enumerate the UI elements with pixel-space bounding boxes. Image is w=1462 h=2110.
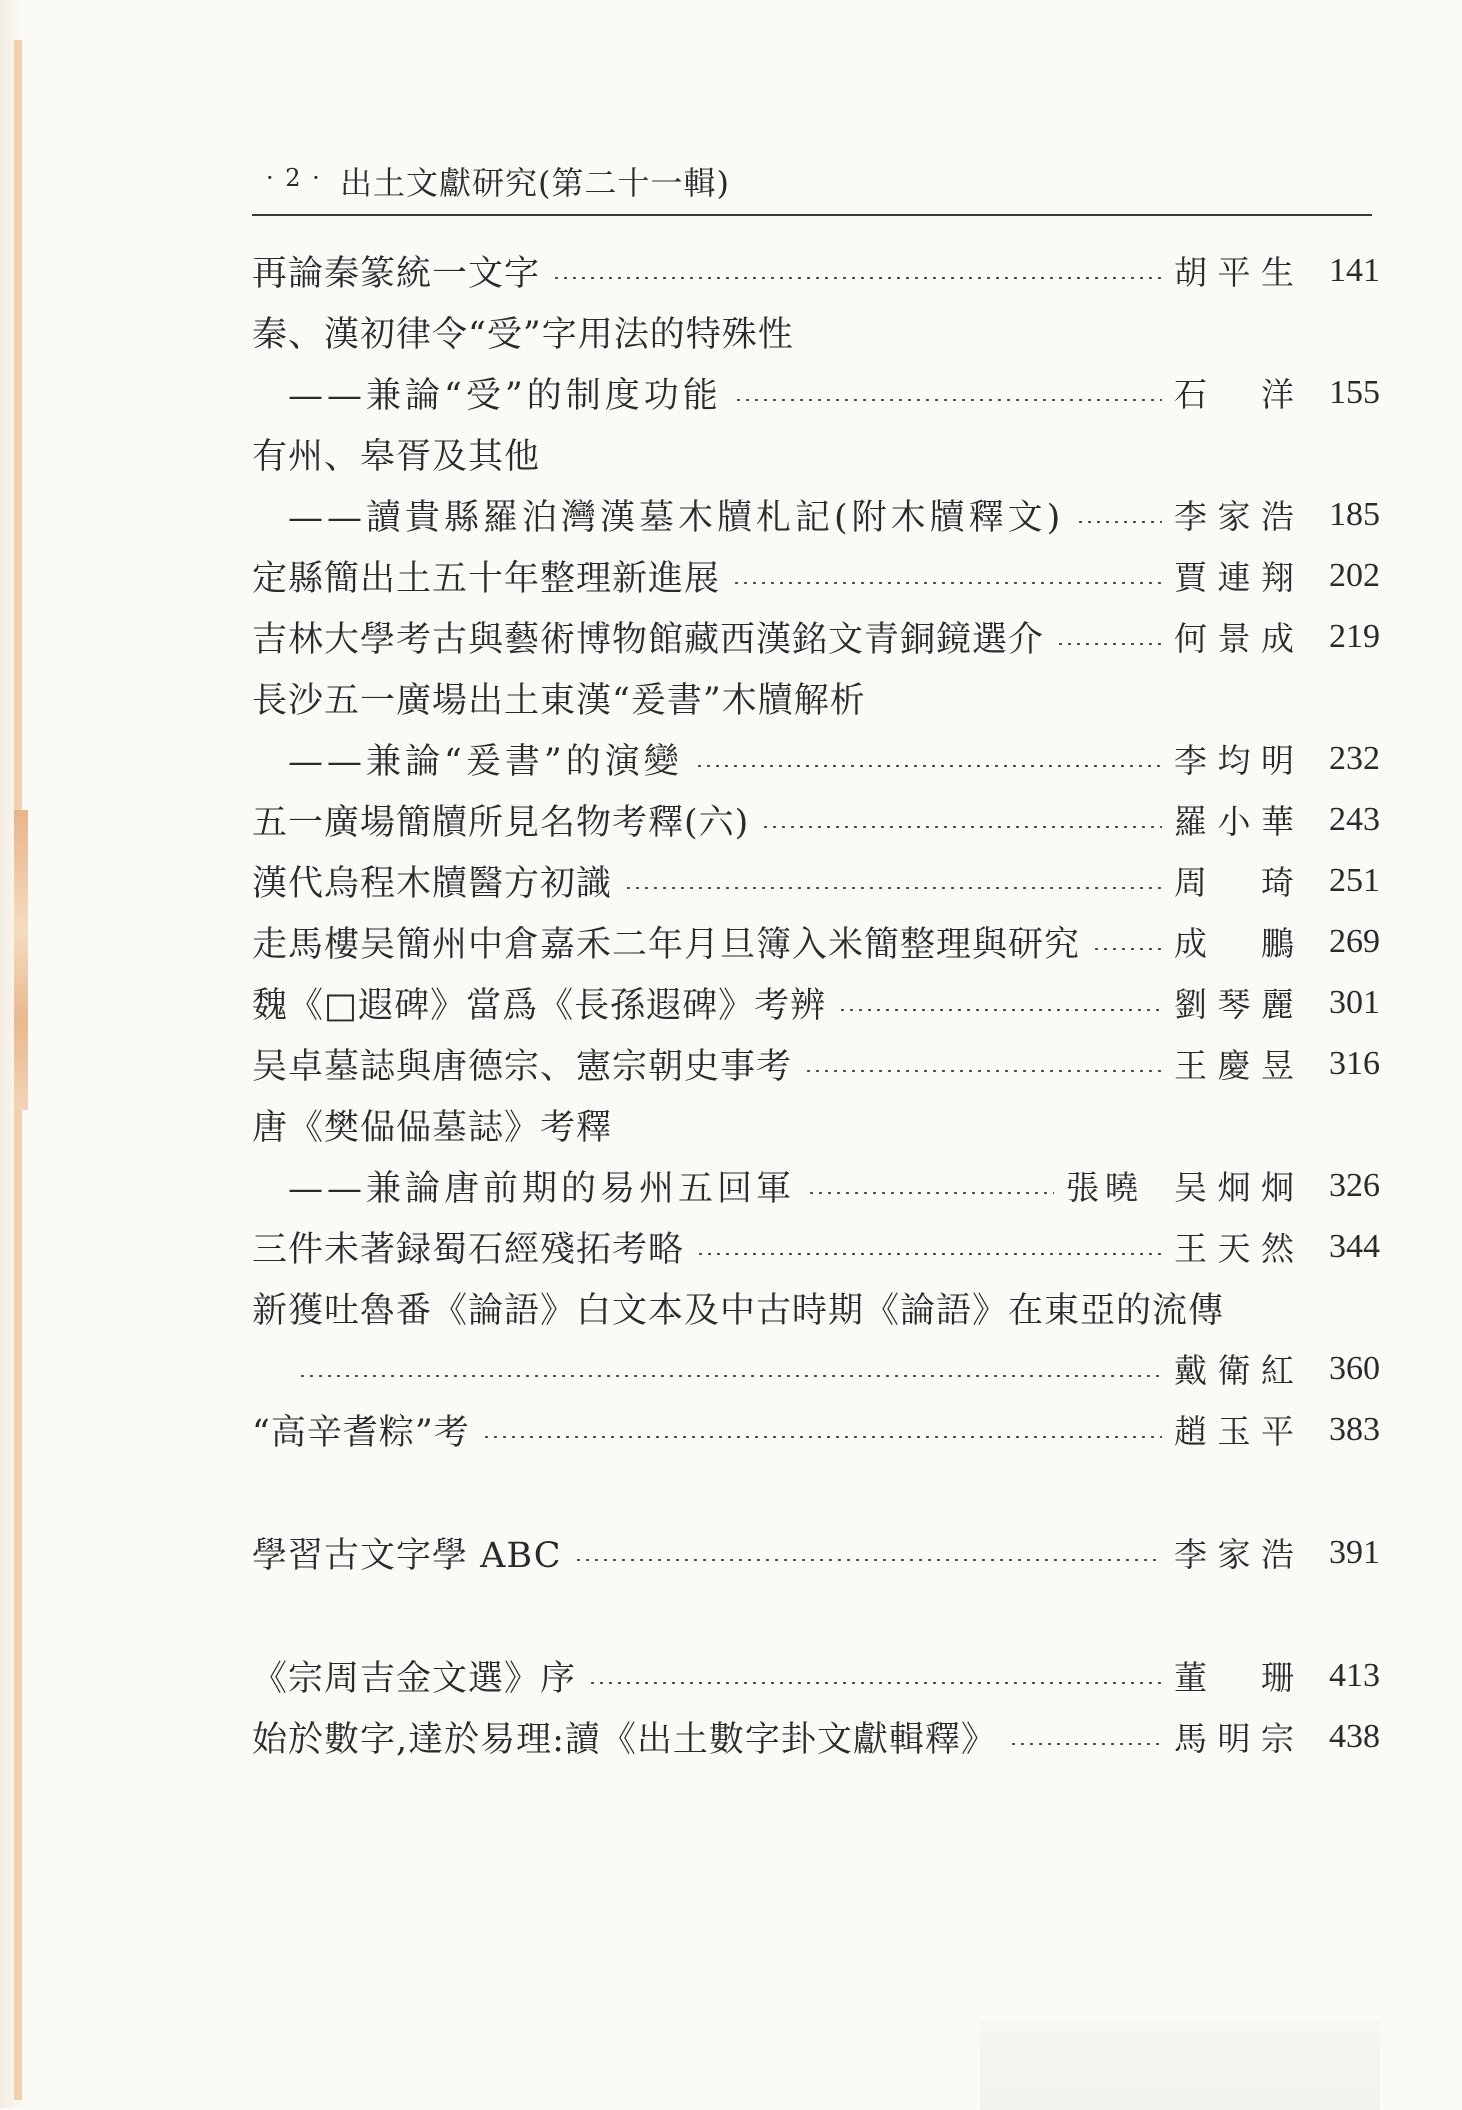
toc-dot-leader xyxy=(588,1682,1162,1684)
toc-entry-author: 趙玉平 xyxy=(1174,1412,1294,1451)
toc-entry-title: “高辛耆粽”考 xyxy=(252,1412,470,1453)
toc-entry-title: 唐《樊偘偘墓誌》考釋 xyxy=(252,1107,613,1148)
toc-entry xyxy=(252,667,1380,728)
toc-entry-title: 有州、皋胥及其他 xyxy=(252,436,541,477)
toc-entry-title: 吉林大學考古與藝術博物館藏西漢銘文青銅鏡選介 xyxy=(252,619,1045,660)
toc-entry xyxy=(252,423,1380,484)
toc-entry-author: 周 琦 xyxy=(1174,863,1294,902)
toc-entry xyxy=(252,1706,1380,1767)
toc-entry-title: 學習古文字學 ABC xyxy=(252,1535,562,1576)
header-page-number: · 2 · xyxy=(266,164,322,192)
toc-dot-leader xyxy=(1056,643,1162,645)
toc-entry-title: 長沙五一廣場出土東漢“爰書”木牘解析 xyxy=(252,680,866,721)
toc-entry-title: 始於數字,達於易理:讀《出土數字卦文獻輯釋》 xyxy=(252,1719,997,1760)
toc-entry-author: 王天然 xyxy=(1174,1229,1294,1268)
toc-entry-page: 326 xyxy=(1329,1166,1380,1204)
toc-entry-page: 413 xyxy=(1329,1656,1380,1694)
toc-entry xyxy=(252,850,1380,911)
toc-entry xyxy=(252,301,1380,362)
toc-dot-leader xyxy=(298,1375,1162,1377)
toc-dot-leader xyxy=(695,765,1162,767)
toc-entry-page: 251 xyxy=(1329,861,1380,899)
toc-entry-page: 316 xyxy=(1329,1044,1380,1082)
toc-entry xyxy=(252,240,1380,301)
toc-entry-author: 胡平生 xyxy=(1174,253,1294,292)
toc-entry-title: ——兼論“受”的制度功能 xyxy=(288,375,722,416)
toc-entry-page: 360 xyxy=(1329,1349,1380,1387)
toc-entry-page: 391 xyxy=(1329,1533,1380,1571)
toc-entry-author: 成 鵬 xyxy=(1174,924,1294,963)
toc-entry-title: 漢代烏程木牘醫方初識 xyxy=(252,863,613,904)
toc-entry-page: 344 xyxy=(1329,1227,1380,1265)
toc-dot-leader xyxy=(761,826,1162,828)
toc-entry-author: 李家浩 xyxy=(1174,497,1294,536)
toc-entry-title: 吴卓墓誌與唐德宗、憲宗朝史事考 xyxy=(252,1046,793,1087)
toc-entry-title: 定縣簡出土五十年整理新進展 xyxy=(252,558,721,599)
toc-entry xyxy=(252,1399,1380,1460)
page-shadow xyxy=(980,2020,1380,2110)
toc-entry xyxy=(252,1277,1380,1338)
running-header xyxy=(252,158,1372,216)
toc-entry-page: 155 xyxy=(1329,373,1380,411)
toc-entry-coauthor: 張曉 xyxy=(1066,1168,1144,1207)
toc-entry-title: 三件未著録蜀石經殘拓考略 xyxy=(252,1229,685,1270)
toc-entry-page: 232 xyxy=(1329,739,1380,777)
toc-entry-title: 秦、漢初律令“受”字用法的特殊性 xyxy=(252,314,794,355)
toc-entry xyxy=(252,484,1380,545)
toc-entry xyxy=(252,1155,1380,1216)
toc-entry-title: ——兼論唐前期的易州五回軍 xyxy=(288,1168,796,1209)
toc-dot-leader xyxy=(1009,1743,1162,1745)
toc-dot-leader xyxy=(574,1559,1162,1561)
toc-entry-author: 羅小華 xyxy=(1174,802,1294,841)
toc-entry-title: 魏《□遐碑》當爲《長孫遐碑》考辨 xyxy=(252,985,827,1026)
toc-entry xyxy=(252,972,1380,1033)
toc-entry-title: 走馬樓吴簡州中倉嘉禾二年月旦簿入米簡整理與研究 xyxy=(252,924,1081,965)
toc-dot-leader xyxy=(804,1070,1162,1072)
toc-entry-author: 賈連翔 xyxy=(1174,558,1294,597)
toc-entry-page: 269 xyxy=(1329,922,1380,960)
toc-entry xyxy=(252,728,1380,789)
toc-dot-leader xyxy=(734,399,1162,401)
table-of-contents xyxy=(252,240,1380,1767)
toc-entry-author: 李家浩 xyxy=(1174,1535,1294,1574)
toc-entry-page: 301 xyxy=(1329,983,1380,1021)
toc-entry-author: 王慶昱 xyxy=(1174,1046,1294,1085)
toc-entry xyxy=(252,1033,1380,1094)
toc-entry-title: ——讀貴縣羅泊灣漢墓木牘札記(附木牘釋文) xyxy=(288,497,1065,538)
toc-entry xyxy=(252,606,1380,667)
toc-entry-author: 石 洋 xyxy=(1174,375,1294,414)
toc-entry xyxy=(252,1645,1380,1706)
toc-entry xyxy=(252,789,1380,850)
toc-dot-leader xyxy=(696,1253,1162,1255)
toc-dot-leader xyxy=(1076,521,1162,523)
toc-entry xyxy=(252,1094,1380,1155)
toc-entry xyxy=(252,362,1380,423)
toc-entry-author: 董 珊 xyxy=(1174,1658,1294,1697)
toc-entry-page: 185 xyxy=(1329,495,1380,533)
toc-entry xyxy=(252,545,1380,606)
toc-dot-leader xyxy=(552,277,1162,279)
toc-dot-leader xyxy=(807,1192,1054,1194)
toc-entry-page: 243 xyxy=(1329,800,1380,838)
toc-entry-page: 202 xyxy=(1329,556,1380,594)
toc-entry-title: 《宗周吉金文選》序 xyxy=(252,1658,577,1699)
toc-dot-leader xyxy=(482,1436,1162,1438)
toc-entry-author: 何景成 xyxy=(1174,619,1294,658)
toc-dot-leader xyxy=(624,887,1162,889)
toc-entry-author: 馬明宗 xyxy=(1174,1719,1294,1758)
toc-dot-leader xyxy=(838,1009,1162,1011)
toc-entry-author: 李均明 xyxy=(1174,741,1294,780)
toc-entry xyxy=(252,1216,1380,1277)
toc-entry-page: 219 xyxy=(1329,617,1380,655)
toc-entry-page: 141 xyxy=(1329,251,1380,289)
page-spine-mark xyxy=(14,810,28,1110)
toc-entry-author: 吴炯炯 xyxy=(1174,1168,1294,1207)
toc-entry-title: ——兼論“爰書”的演變 xyxy=(288,741,683,782)
header-journal-title: 出土文獻研究(第二十一輯) xyxy=(340,164,730,202)
toc-entry-page: 383 xyxy=(1329,1410,1380,1448)
toc-entry-page: 438 xyxy=(1329,1717,1380,1755)
toc-entry-title: 新獲吐魯番《論語》白文本及中古時期《論語》在東亞的流傳 xyxy=(252,1290,1225,1331)
toc-entry-author: 戴衛紅 xyxy=(1174,1351,1294,1390)
toc-entry-title: 再論秦篆統一文字 xyxy=(252,253,541,294)
toc-dot-leader xyxy=(732,582,1162,584)
toc-entry-title: 五一廣場簡牘所見名物考釋(六) xyxy=(252,802,750,843)
toc-entry xyxy=(252,1522,1380,1583)
toc-dot-leader xyxy=(1092,948,1162,950)
toc-entry xyxy=(252,1338,1380,1399)
toc-entry-author: 劉琴麗 xyxy=(1174,985,1294,1024)
toc-entry xyxy=(252,911,1380,972)
